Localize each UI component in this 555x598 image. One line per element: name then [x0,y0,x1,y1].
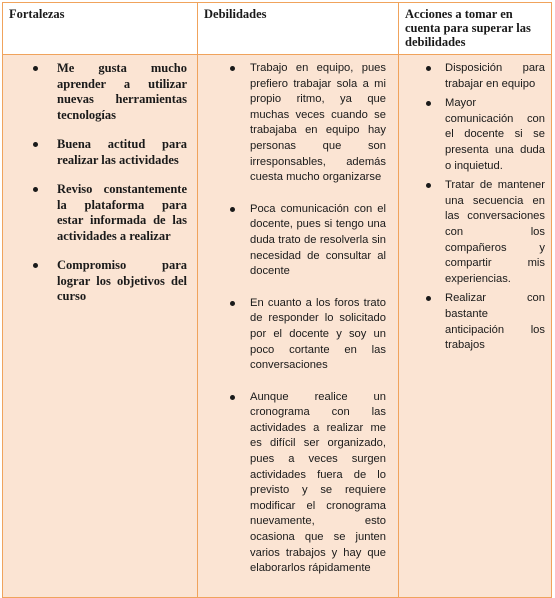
fortaleza-item: Buena actitud para realizar las actividades [57,137,187,167]
debilidades-cell [198,55,399,598]
debilidad-item: Trabajo en equipo, pues prefiero trabajar sola a mi propio ritmo, ya que muchas veces cuando se trabajaba en equipo hay personas que son irresponsables, además cuesta mucho organizarse [250,61,386,186]
content-row [3,55,552,598]
accion-item: Disposición para trabajar en equipo [445,61,545,92]
debilidad-item: En cuanto a los foros trato de responder lo solicitado por el docente y soy un poco cortante en las conversaciones [250,296,386,374]
accion-item: Mayor comunicación con el docente si se presenta una duda o inquietud. [445,96,545,174]
header-row [3,3,552,55]
swot-table [2,2,552,598]
fortalezas-list [9,61,191,305]
acciones-list [405,61,545,354]
debilidad-item: Poca comunicación con el docente, pues si tengo una duda trato de resolverla sin necesidad de consultar al docente [250,202,386,280]
debilidades-list [204,61,392,577]
accion-item: Tratar de mantener una secuencia en las conversaciones con los compañeros y compartir mis experiencias. [445,178,545,287]
header-acciones: Acciones a tomar en cuenta para superar las debilidades [399,3,552,55]
acciones-cell [399,55,552,598]
fortaleza-item: Compromiso para lograr los objetivos del curso [57,258,187,303]
fortalezas-cell [3,55,198,598]
debilidad-item: Aunque realice un cronograma con las actividades a realizar me es difícil ser organizado, pues a veces surgen actividades fuera de lo previsto y se requiere modificar el cronograma nuevamente, esto ocasiona que se junten varios trabajos y hay que elaborarlos rápidamente [250,390,386,577]
header-fortalezas: Fortalezas [3,3,198,55]
fortaleza-item: Me gusta mucho aprender a utilizar nuevas herramientas tecnologías [57,61,187,122]
accion-item: Realizar con bastante anticipación los trabajos [445,291,545,353]
header-debilidades: Debilidades [198,3,399,55]
fortaleza-item: Reviso constantemente la plataforma para estar informada de las actividades a realizar [57,182,187,243]
